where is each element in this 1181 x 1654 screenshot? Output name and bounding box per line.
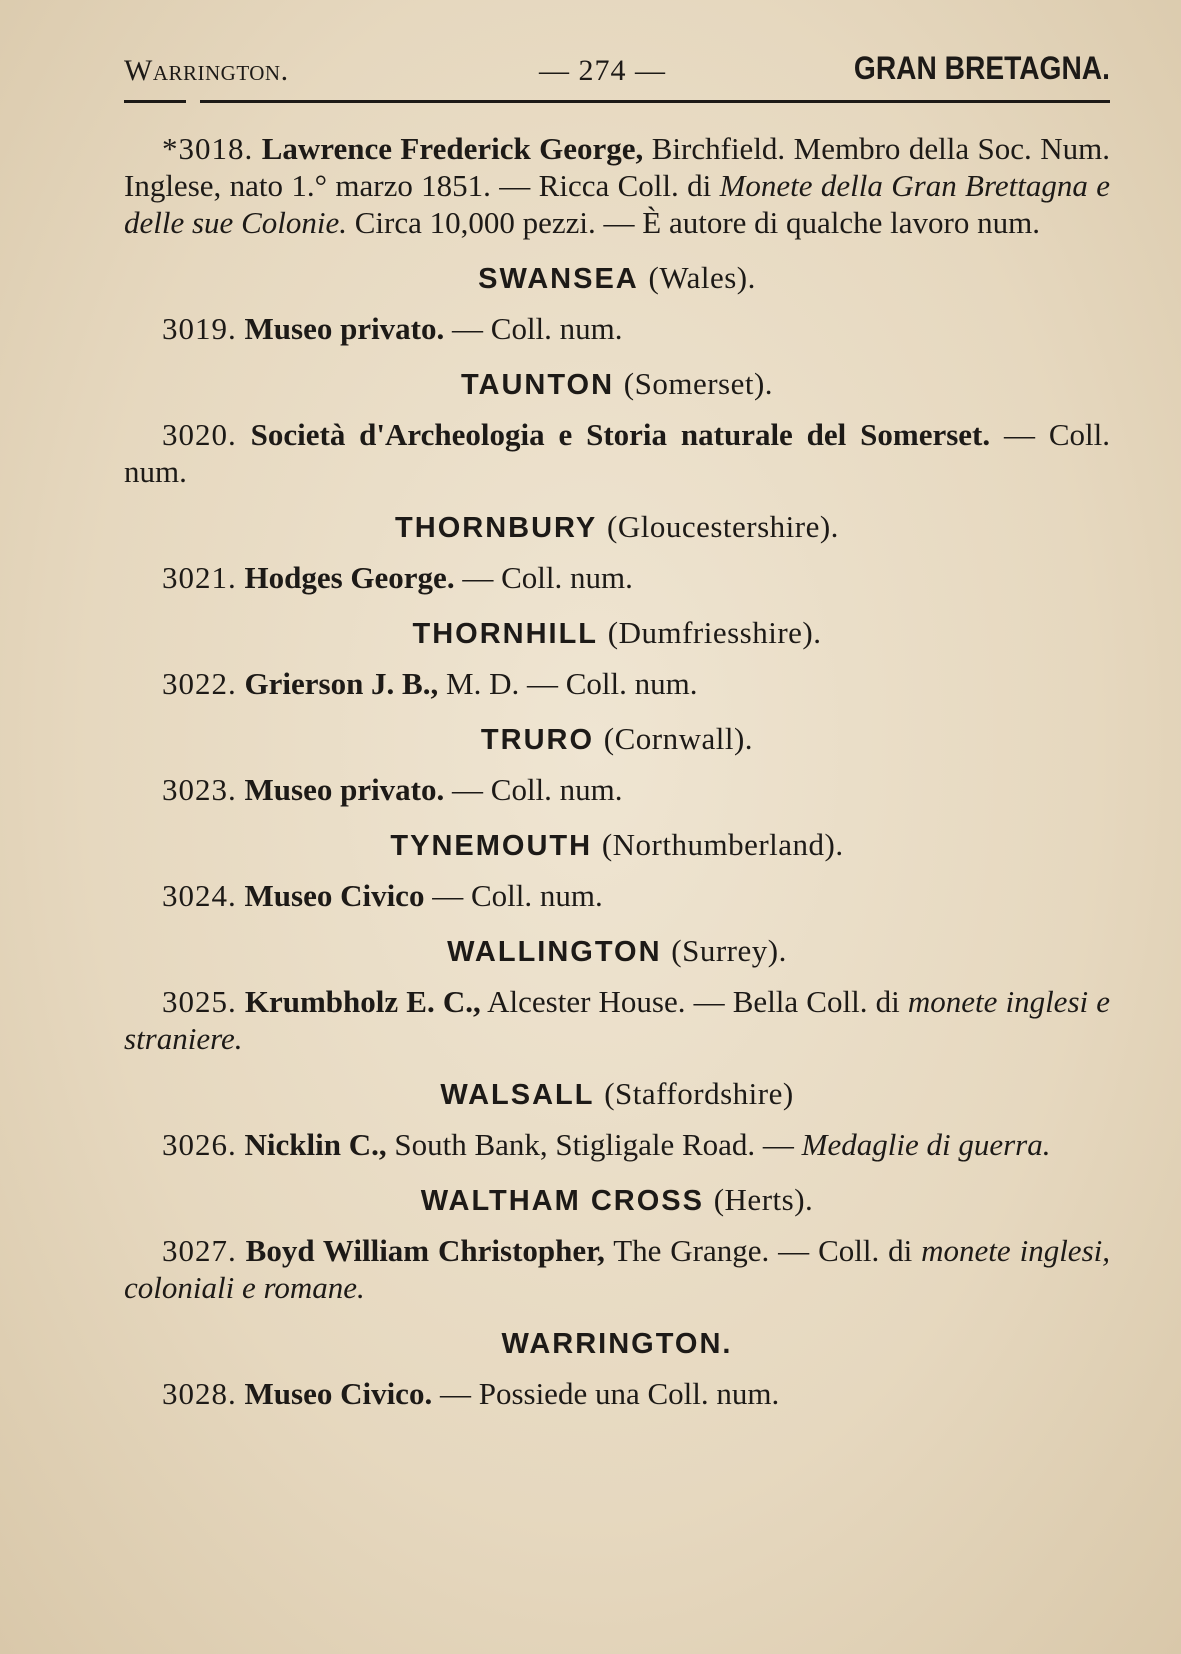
entry-italic: monete inglesi e straniere.: [124, 984, 1110, 1056]
entry-3027: [124, 1232, 1110, 1306]
entry-name: Museo Civico.: [244, 1376, 433, 1411]
entry-3026: [124, 1126, 1110, 1163]
place-region: (Wales).: [648, 260, 756, 295]
place-region: (Somerset).: [623, 366, 774, 401]
entry-name: Boyd William Christopher,: [245, 1233, 605, 1268]
page-number: — 274 —: [539, 54, 666, 87]
entry-text: Birchfield. Membro della Soc. Num. Inglese, nato 1.° marzo 1851. — Ricca Coll. di: [124, 131, 1110, 203]
place-name: WALTHAM CROSS: [420, 1185, 704, 1217]
entry-name: Grierson J. B.,: [244, 666, 439, 701]
place-region: (Staffordshire): [604, 1076, 794, 1111]
header-rule-long: [200, 100, 1110, 103]
place-name: WARRINGTON.: [501, 1328, 733, 1360]
entry-number: 3019.: [162, 311, 237, 346]
place-name: WALSALL: [440, 1079, 595, 1111]
entry-3018: [124, 130, 1110, 241]
header-rule-short: [124, 100, 186, 103]
entry-text: South Bank, Stigligale Road. —: [386, 1127, 802, 1162]
place-heading-waltham-cross: [124, 1181, 1110, 1220]
place-name: TYNEMOUTH: [390, 830, 593, 862]
entry-name: Nicklin C.,: [244, 1127, 387, 1162]
entry-text: — Possiede una Coll. num.: [432, 1376, 780, 1411]
place-region: (Dumfriesshire).: [607, 615, 822, 650]
entry-3022: [124, 665, 1110, 702]
place-region: (Northumberland).: [601, 827, 844, 862]
entry-number: 3021.: [162, 560, 237, 595]
entry-3023: [124, 771, 1110, 808]
place-name: TAUNTON: [460, 369, 615, 401]
entry-3024: [124, 877, 1110, 914]
running-header: [124, 46, 1110, 96]
entry-number: 3028.: [162, 1376, 237, 1411]
place-region: (Gloucestershire).: [607, 509, 839, 544]
place-region: (Surrey).: [671, 933, 787, 968]
place-heading-thornbury: [124, 508, 1110, 547]
entry-name: Lawrence Frederick George,: [261, 131, 644, 166]
entry-number: *3018.: [162, 131, 254, 166]
header-country: GRAN BRETAGNA.: [853, 50, 1110, 86]
book-page: [124, 46, 1111, 1411]
entry-name: Museo privato.: [244, 311, 445, 346]
entry-3020: [124, 416, 1110, 490]
place-name: TRURO: [480, 724, 595, 756]
place-heading-tynemouth: [124, 826, 1110, 865]
entry-3028: [124, 1375, 1110, 1412]
place-region: (Herts).: [713, 1182, 814, 1217]
entry-text: Alcester House. — Bella Coll. di: [480, 984, 908, 1019]
place-name: SWANSEA: [478, 263, 639, 295]
entry-number: 3022.: [162, 666, 237, 701]
entry-number: 3023.: [162, 772, 237, 807]
place-heading-swansea: [124, 259, 1110, 298]
entry-3021: [124, 559, 1110, 596]
entry-number: 3025.: [162, 984, 237, 1019]
entry-text: — Coll. num.: [424, 878, 603, 913]
entry-text: — Coll. num.: [444, 772, 623, 807]
entry-text: — Coll. num.: [454, 560, 633, 595]
entry-name: Hodges George.: [244, 560, 455, 595]
place-heading-wallington: [124, 932, 1110, 971]
place-name: THORNHILL: [412, 618, 599, 650]
place-heading-walsall: [124, 1075, 1110, 1114]
entry-number: 3027.: [162, 1233, 237, 1268]
entry-italic: monete inglesi, coloniali e romane.: [124, 1233, 1110, 1305]
entry-name: Krumbholz E. C.,: [244, 984, 481, 1019]
place-name: WALLINGTON: [447, 936, 662, 968]
entry-tail: Circa 10,000 pezzi. — È autore di qualche lavoro num.: [346, 205, 1040, 240]
place-region: (Cornwall).: [603, 721, 754, 756]
entry-italic: Medaglie di guerra.: [801, 1127, 1051, 1162]
place-heading-truro: [124, 720, 1110, 759]
entry-name: Museo privato.: [244, 772, 445, 807]
entry-text: M. D. — Coll. num.: [438, 666, 698, 701]
place-name: THORNBURY: [395, 512, 598, 544]
entry-name: Museo Civico: [244, 878, 425, 913]
header-place: Warrington.: [124, 54, 289, 87]
entry-number: 3024.: [162, 878, 237, 913]
entry-3025: [124, 983, 1110, 1057]
entry-3019: [124, 310, 1110, 347]
entry-text: — Coll. num.: [444, 311, 623, 346]
entry-text: — Coll. num.: [124, 417, 1111, 489]
place-heading-warrington: [124, 1324, 1110, 1363]
entry-text: The Grange. — Coll. di: [604, 1233, 922, 1268]
page-body: [124, 130, 1110, 1412]
place-heading-taunton: [124, 365, 1110, 404]
place-heading-thornhill: [124, 614, 1110, 653]
entry-number: 3026.: [162, 1127, 237, 1162]
entry-italic: Monete della Gran Brettagna e delle sue Colonie.: [124, 168, 1111, 240]
entry-number: 3020.: [162, 417, 237, 452]
entry-name: Società d'Archeologia e Storia naturale del Somerset.: [250, 417, 991, 452]
